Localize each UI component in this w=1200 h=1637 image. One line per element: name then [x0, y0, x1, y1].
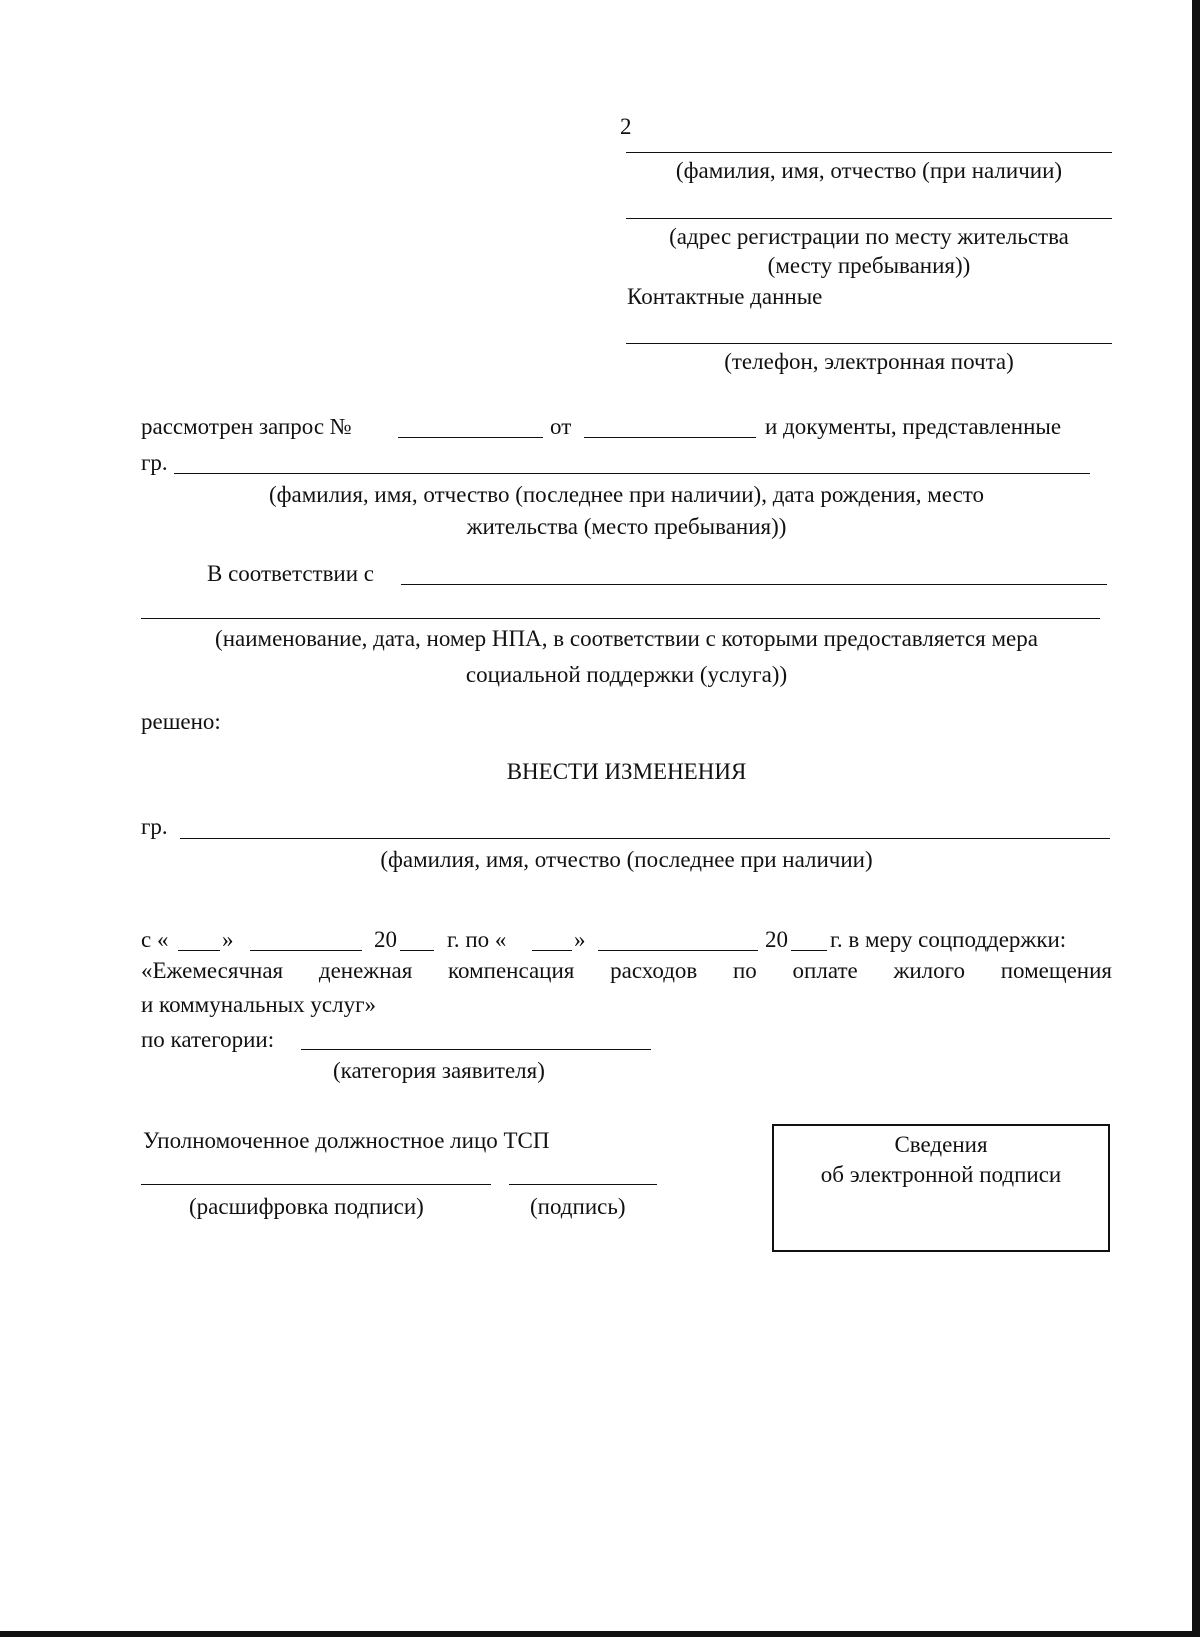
e-signature-title: Сведения	[894, 1132, 988, 1157]
measure-line-2: и коммунальных услуг»	[141, 992, 377, 1017]
quote-close-2: »	[574, 927, 586, 952]
decode-caption: (расшифровка подписи)	[189, 1194, 424, 1219]
year-from-line	[400, 950, 434, 951]
contacts-caption: (телефон, электронная почта)	[724, 349, 1014, 374]
npa-caption-2: социальной поддержки (услуга))	[465, 662, 788, 687]
official-title: Уполномоченное должностное лицо ТСП	[143, 1128, 550, 1153]
page-number: 2	[620, 114, 632, 139]
according-to: В соответствии с	[207, 561, 375, 586]
scan-edge-bottom	[0, 1631, 1200, 1637]
fio-caption: (фамилия, имя, отчество (при наличии)	[675, 158, 1063, 183]
day-from-line	[178, 950, 220, 951]
measure-line-1: «Ежемесячная денежная компенсация расходов по оплате жилого помещения	[141, 958, 1112, 983]
year-2-tail: г. в меру соцподдержки:	[830, 927, 1067, 952]
month-to-line	[598, 950, 758, 951]
month-from-line	[250, 950, 362, 951]
address-caption-2: (месту пребывания))	[767, 253, 971, 278]
npa-line-1	[401, 584, 1107, 585]
npa-caption-1: (наименование, дата, номер НПА, в соответствии с которыми предоставляется мера	[215, 626, 1038, 651]
contacts-label: Контактные данные	[627, 284, 823, 309]
year-1-tail: г. по «	[447, 927, 507, 952]
citizen-line	[174, 473, 1090, 474]
year-2: 20	[765, 927, 788, 952]
sign-caption: (подпись)	[530, 1194, 626, 1219]
citizen2-caption: (фамилия, имя, отчество (последнее при наличии)	[380, 847, 873, 872]
citizen-caption-1: (фамилия, имя, отчество (последнее при наличии), дата рождения, место	[268, 482, 985, 507]
year-to-line	[791, 950, 827, 951]
address-field-line	[626, 218, 1112, 219]
scan-edge-right	[1192, 0, 1200, 1637]
citizen-caption-2: жительства (место пребывания))	[466, 514, 787, 539]
citizen-prefix: гр.	[141, 450, 168, 475]
e-signature-subtitle: об электронной подписи	[820, 1162, 1062, 1187]
request-text: рассмотрен запрос №	[141, 414, 352, 439]
period-from: с «	[141, 927, 169, 952]
decision-heading: ВНЕСТИ ИЗМЕНЕНИЯ	[506, 759, 747, 784]
sign-line	[509, 1184, 657, 1185]
category-caption: (категория заявителя)	[333, 1058, 545, 1083]
citizen2-line	[180, 838, 1110, 839]
fio-field-line	[626, 152, 1112, 153]
request-tail: и документы, представленные	[765, 414, 1062, 439]
category-line	[301, 1049, 651, 1050]
contacts-field-line	[626, 343, 1112, 344]
quote-close-1: »	[222, 927, 234, 952]
category-label: по категории:	[141, 1027, 275, 1052]
request-date-line	[584, 437, 756, 438]
npa-line-2	[141, 618, 1100, 619]
e-signature-box	[772, 1124, 1110, 1252]
request-from: от	[550, 414, 572, 439]
year-1: 20	[374, 927, 397, 952]
decode-line	[141, 1184, 491, 1185]
day-to-line	[532, 950, 572, 951]
request-number-line	[398, 437, 543, 438]
citizen2-prefix: гр.	[141, 814, 168, 839]
decided: решено:	[141, 709, 221, 734]
address-caption-1: (адрес регистрации по месту жительства	[669, 224, 1069, 249]
